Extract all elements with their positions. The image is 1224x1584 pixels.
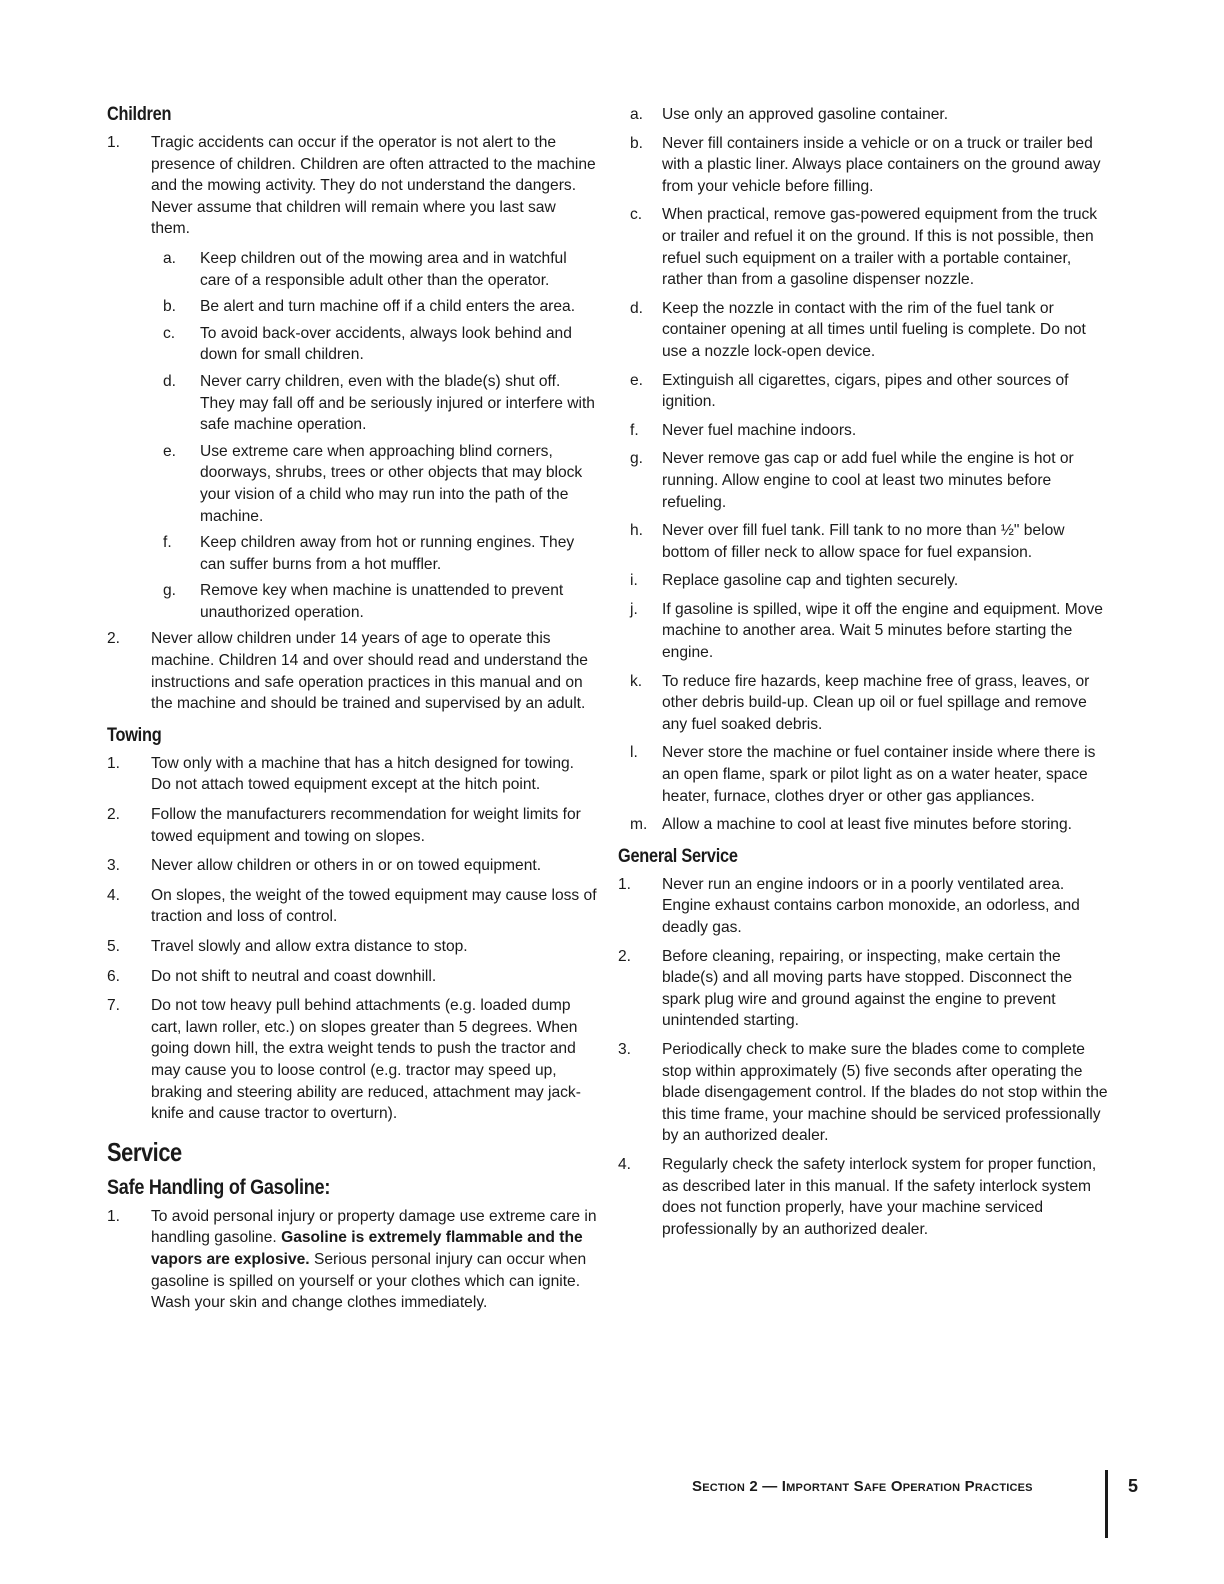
list-item: a. Keep children out of the mowing area and in watchful care of a responsible adult other than the operator. bbox=[163, 249, 567, 289]
list-item: 1. Tow only with a machine that has a hitch designed for towing. Do not attach towed equipment except at the hitch point. bbox=[107, 754, 575, 794]
list-item: 6. Do not shift to neutral and coast downhill. bbox=[107, 967, 437, 985]
list-item: g. Remove key when machine is unattended to prevent unauthorized operation. bbox=[163, 582, 564, 621]
list-item: b. Never fill containers inside a vehicle or on a truck or trailer bed with a plastic liner. Always place containers on the ground away from your vehicle before filling. bbox=[630, 134, 1101, 195]
page-number: 5 bbox=[1128, 1476, 1139, 1496]
list-item: m. Allow a machine to cool at least five minutes before storing. bbox=[630, 816, 1072, 834]
list-item: e. Extinguish all cigarettes, cigars, pipes and other sources of ignition. bbox=[630, 371, 1069, 411]
list-item: d. Keep the nozzle in contact with the rim of the fuel tank or container opening at all times until fueling is complete. Do not use a nozzle lock-open device. bbox=[630, 299, 1086, 360]
children-heading: Children bbox=[107, 104, 172, 125]
list-item: 1. Never run an engine indoors or in a poorly ventilated area. Engine exhaust contains carbon monoxide, an odorless, and deadly gas. bbox=[618, 875, 1080, 936]
list-item: g. Never remove gas cap or add fuel while the engine is hot or running. Allow engine to cool at least two minutes before refueling. bbox=[630, 450, 1074, 511]
list-item: c. When practical, remove gas-powered equipment from the truck or trailer and refuel it on the ground. If this is not possible, then refuel such equipment on a trailer with a portable container, rather than from a gasoline dispenser nozzle. bbox=[630, 206, 1098, 289]
list-item: 2. Before cleaning, repairing, or inspecting, make certain the blade(s) and all moving parts have stopped. Disconnect the spark plug wire and ground against the engine to prevent unintended starting. bbox=[618, 947, 1073, 1030]
list-item: 5. Travel slowly and allow extra distance to stop. bbox=[107, 938, 468, 955]
list-item: i. Replace gasoline cap and tighten securely. bbox=[630, 572, 959, 590]
towing-heading: Towing bbox=[107, 724, 162, 746]
list-item: k. To reduce fire hazards, keep machine free of grass, leaves, or other debris build-up. Clean up oil or fuel spillage and remove any fuel soaked debris. bbox=[630, 672, 1090, 733]
list-item: h. Never over fill fuel tank. Fill tank to no more than ½" below bottom of filler neck to allow space for fuel expansion. bbox=[630, 522, 1065, 561]
list-item: 3. Periodically check to make sure the blades come to complete stop within approximately (5) five seconds after operating the blade disengagement control. If the blades do not stop within the this time frame, your machine should be serviced professionally by an authorized dealer. bbox=[618, 1040, 1108, 1145]
list-item: d. Never carry children, even with the blade(s) shut off. They may fall off and be seriously injured or interfere with safe machine operation. bbox=[163, 372, 595, 434]
list-item: 7. Do not tow heavy pull behind attachments (e.g. loaded dump cart, lawn roller, etc.) on slopes greater than 5 degrees. When going down hill, the extra weight tends to push the tractor and may cause you to loose control (e.g. tractor may speed up, braking and steering ability are reduced, attachment may jack-knife and cause tractor to overturn). bbox=[107, 997, 581, 1123]
footer-divider bbox=[1105, 1470, 1108, 1538]
right-column bbox=[618, 104, 1108, 1247]
list-item: a. Use only an approved gasoline container. bbox=[630, 106, 949, 123]
list-item: j. If gasoline is spilled, wipe it off the engine and equipment. Move machine to another area. Wait 5 minutes before starting the engine. bbox=[630, 600, 1103, 662]
gasoline-heading: Safe Handling of Gasoline: bbox=[107, 1175, 331, 1199]
list-item: 2. Never allow children under 14 years of age to operate this machine. Children 14 and over should read and understand the instructions and safe operation practices in this manual and on the machine and should be trained and supervised by an adult. bbox=[107, 630, 588, 713]
list-item: f. Keep children away from hot or running engines. They can suffer burns from a hot muffler. bbox=[163, 534, 575, 573]
list-item: 2. Follow the manufacturers recommendation for weight limits for towed equipment and towing on slopes. bbox=[107, 806, 581, 845]
list-item: c. To avoid back-over accidents, always look behind and down for small children. bbox=[163, 324, 572, 364]
list-item: 1. To avoid personal injury or property damage use extreme care in handling gasoline. Gasoline is extremely flammable and the vapors are explosive. Serious personal injury can occur when gasoline is spilled on yourself or your clothes which can ignite. Wash your skin and change clothes immediately. bbox=[107, 1207, 597, 1312]
list-item: 4. On slopes, the weight of the towed equipment may cause loss of traction and loss of control. bbox=[107, 886, 597, 926]
list-item: 3. Never allow children or others in or on towed equipment. bbox=[107, 857, 542, 875]
list-item: 4. Regularly check the safety interlock system for proper function, as described later in this manual. If the safety interlock system does not function properly, have your machine serviced professionally by an authorized dealer. bbox=[618, 1155, 1097, 1238]
general-service-heading: General Service bbox=[618, 845, 738, 867]
section-footer: Section 2 — Important Safe Operation Practices bbox=[692, 1478, 1033, 1495]
list-item: b. Be alert and turn machine off if a child enters the area. bbox=[163, 298, 576, 316]
list-item: l. Never store the machine or fuel container inside where there is an open flame, spark or pilot light as on a water heater, space heater, furnace, clothes dryer or other gas appliances. bbox=[630, 744, 1096, 805]
children-sublist bbox=[151, 248, 597, 624]
list-item: e. Use extreme care when approaching blind corners, doorways, shrubs, trees or other objects that may block your vision of a child who may run into the path of the machine. bbox=[163, 442, 583, 525]
list-item: f. Never fuel machine indoors. bbox=[630, 421, 857, 439]
left-column bbox=[107, 104, 597, 1322]
list-item: 1. Tragic accidents can occur if the operator is not alert to the presence of children. Children are often attracted to the machine and the mowing activity. They do not understand the dangers. Never assume that children will remain where you last saw them. bbox=[107, 134, 596, 238]
service-heading: Service bbox=[107, 1136, 182, 1167]
